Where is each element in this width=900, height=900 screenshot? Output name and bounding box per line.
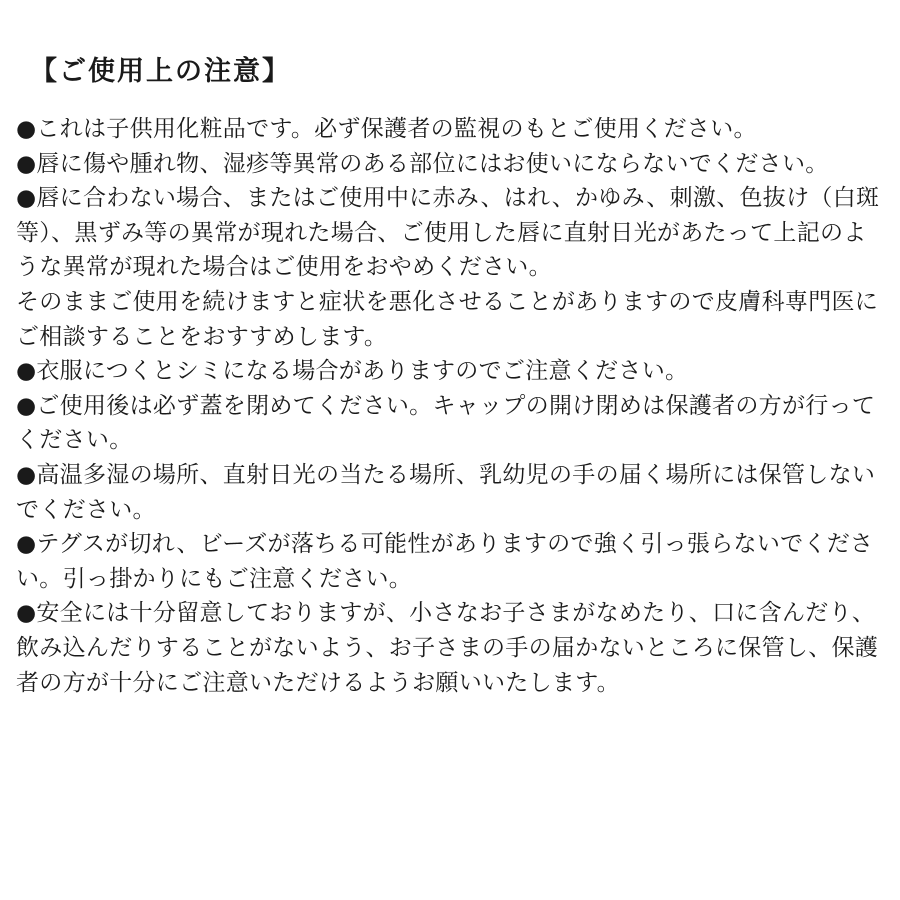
caution-item: ●ご使用後は必ず蓋を閉めてください。キャップの開け閉めは保護者の方が行ってください。 [16, 392, 876, 454]
caution-item: ●高温多湿の場所、直射日光の当たる場所、乳幼児の手の届く場所には保管しないでください。 [16, 461, 876, 523]
caution-title: 【ご使用上の注意】 [30, 56, 291, 87]
caution-item: ●衣服につくとシミになる場合がありますのでご注意ください。 [16, 358, 689, 385]
caution-item: ●唇に合わない場合、またはご使用中に赤み、はれ、かゆみ、刺激、色抜け（白斑等）、黒ずみ等の異常が現れた場合、ご使用した唇に直射日光があたって上記のような異常が現れた場合はご使用をおやめください。 [16, 185, 880, 281]
caution-item: ●テグスが切れ、ビーズが落ちる可能性がありますので強く引っ張らないでください。引っ掛かりにもご注意ください。 [16, 531, 874, 592]
caution-list [16, 112, 884, 700]
caution-item: ●安全には十分留意しておりますが、小さなお子さまがなめたり、口に含んだり、飲み込んだりすることがないよう、お子さまの手の届かないところに保管し、保護者の方が十分にご注意いただけるようお願いいたします。 [16, 600, 879, 696]
caution-item: ●唇に傷や腫れ物、湿疹等異常のある部位にはお使いにならないでください。 [16, 150, 829, 177]
caution-item: ●これは子供用化粧品です。必ず保護者の監視のもとご使用ください。 [16, 116, 757, 142]
caution-item: そのままご使用を続けますと症状を悪化させることがありますので皮膚科専門医にご相談することをおすすめします。 [16, 288, 879, 350]
